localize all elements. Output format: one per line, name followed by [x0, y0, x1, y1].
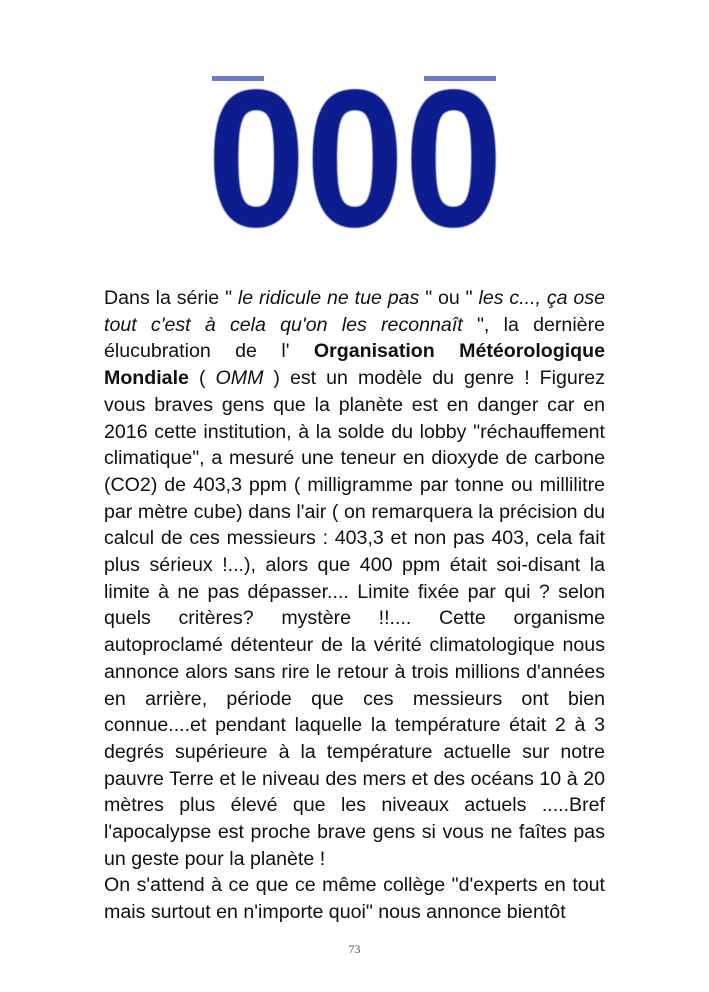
paragraph-1 — [104, 285, 605, 872]
paragraph-2: On s'attend à ce que ce même collège "d'experts en tout mais surtout en n'importe quoi" nous annonce bientôt — [104, 874, 605, 924]
text-segment: ( — [188, 367, 206, 390]
text-segment: Dans la série " — [104, 287, 233, 309]
page-number: 73 — [348, 942, 361, 956]
zero-digits-graphic — [200, 72, 510, 232]
italic-phrase-ridicule: le ridicule ne tue pas — [232, 287, 426, 309]
italic-phrase-les-c: les c..., ça ose tout c'est à cela qu'on les reconnaît — [104, 287, 606, 336]
text-segment: ) est un modèle du genre ! Figurez vous braves gens que la planète est en danger car en 2016 cette institution, à la solde du lobby "réchauffement climatique", a mesuré une teneur en dioxyde de carbone (CO2) de 403,3 ppm ( milligramme par tonne ou millilitre par mètre cube) dans l'air ( on remarquera la précision du calcul de ces messieurs : 403,3 et non pas 403, cela fait plus sérieux !...), alors que 400 ppm était soi-disant la limite à ne pas dépasser.... Limite fixée par qui ? selon quels critères? mystère !!.... Cette organisme autoproclamé détenteur de la vérité climatologique nous annonce alors sans rire le retour à trois millions d'années en arrière, période que ces messieurs ont bien connue....et pendant laquelle la température était 2 à 3 degrés supérieure à la température actuelle sur notre pauvre Terre et le niveau des mers et des océans 10 à 20 mètres plus élevé que les niveaux actuels .....Bref l'apocalypse est proche brave gens si vous ne faîtes pas un geste pour la planète ! — [104, 367, 606, 870]
text-segment: ", la dernière élucubration de l' — [104, 313, 605, 363]
bold-organisation-name: Organisation Météorologique Mondiale — [104, 340, 605, 390]
text-segment: " ou " — [425, 287, 473, 309]
logo-digits: 000 — [207, 72, 503, 232]
italic-acronym-omm: OMM — [205, 367, 274, 390]
omm-zero-logo — [200, 72, 510, 232]
article-body — [104, 285, 605, 926]
